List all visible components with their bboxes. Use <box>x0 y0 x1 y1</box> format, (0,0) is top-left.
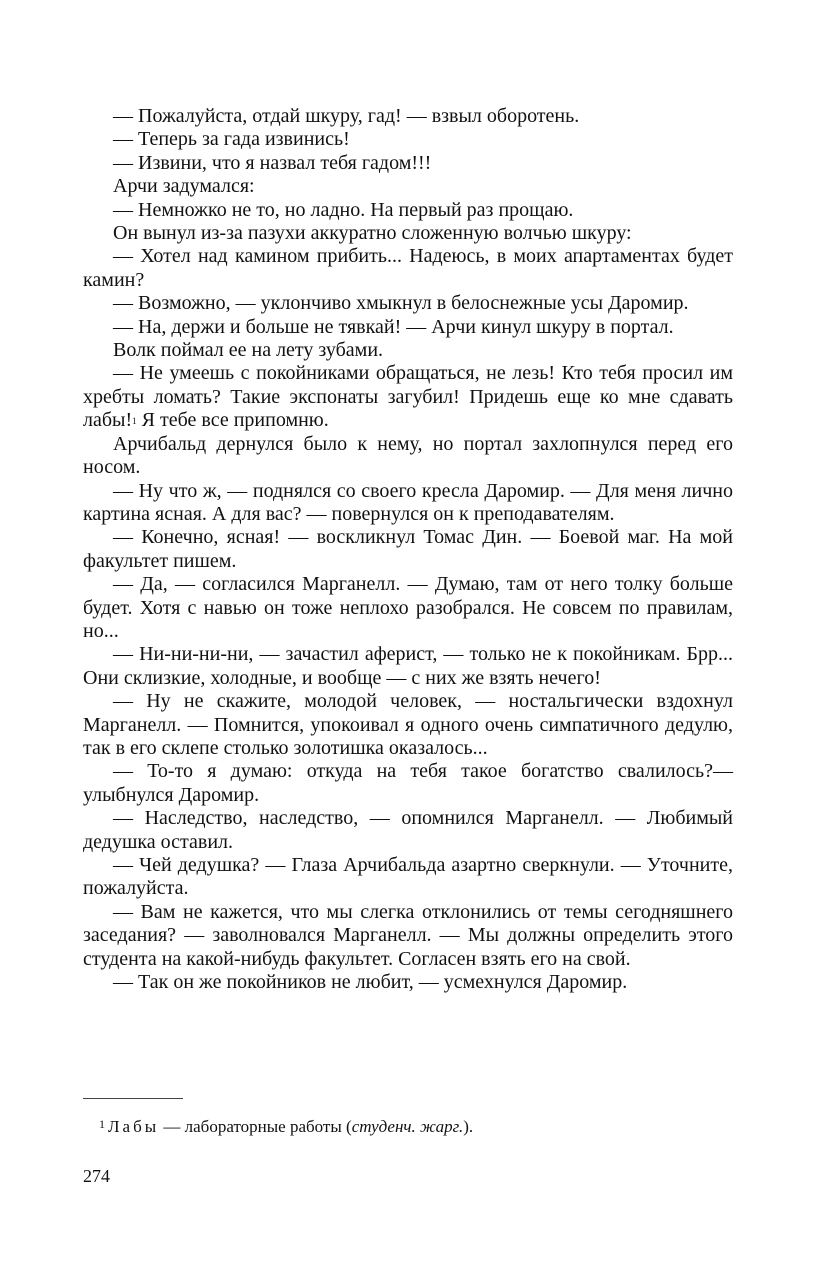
paragraph: — То-то я думаю: откуда на тебя такое богатство свалилось?— улыбнулся Даромир. <box>83 760 733 806</box>
paragraph: Арчибальд дернулся было к нему, но портал захлопнулся перед его носом. <box>83 432 733 479</box>
paragraph: — Вам не кажется, что мы слегка отклонились от темы сегодняшнего заседания? — заволновался Марганелл. — Мы должны определить этого студента на какой-нибудь факультет. Согласен взять его на свой. <box>83 900 733 970</box>
paragraph: — Возможно, — уклончиво хмыкнул в белоснежные усы Даромир. <box>113 292 689 315</box>
paragraph-text: Я тебе все припомню. <box>136 409 329 432</box>
footnote-text: — лабораторные работы ( <box>159 1117 352 1136</box>
paragraph: — Немножко не то, но ладно. На первый раз прощаю. <box>113 198 574 221</box>
footnote-note: студенч. жарг. <box>351 1117 464 1136</box>
paragraph-with-footnote-ref <box>83 362 733 432</box>
page-number: 274 <box>83 1166 110 1186</box>
footnote-close: ). <box>463 1117 474 1136</box>
paragraph: Волк поймал ее на лету зубами. <box>113 339 384 362</box>
paragraph: — Ну не скажите, молодой человек, — ностальгически вздохнул Марганелл. — Помнится, упокоивал я одного очень симпатичного дедулю, так в его склепе столько золотишка оказалось... <box>83 690 733 759</box>
paragraph: — Извини, что я назвал тебя гадом!!! <box>113 151 432 174</box>
paragraph: — Наследство, наследство, — опомнился Марганелл. — Любимый дедушка оставил. <box>83 807 733 853</box>
paragraph: — Конечно, ясная! — воскликнул Томас Дин. — Боевой маг. На мой факультет пишем. <box>83 526 733 572</box>
footnote-divider <box>83 1098 183 1099</box>
paragraph: Арчи задумался: <box>113 175 255 198</box>
paragraph: — Да, — согласился Марганелл. — Думаю, там от него толку больше будет. Хотя с навью он тоже неплохо разобрался. Не совсем по правилам, но... <box>83 573 733 642</box>
paragraph-text: — Не умеешь с покойниками обращаться, не лезь! Кто тебя просил им хребты ломать? Такие экспонаты загубил! Придешь еще ко мне сдавать лабы! <box>83 362 733 432</box>
paragraph: — Ну что ж, — поднялся со своего кресла Даромир. — Для меня лично картина ясная. А для вас? — повернулся он к преподавателям. <box>83 479 733 525</box>
paragraph: — Пожалуйста, отдай шкуру, гад! — взвыл оборотень. <box>113 105 580 127</box>
paragraph: — Ни-ни-ни-ни, — зачастил аферист, — только не к покойникам. Брр... Они склизкие, холодные, и вообще — с них же взять нечего! <box>83 643 733 689</box>
paragraph: — Чей дедушка? — Глаза Арчибальда азартно сверкнули. — Уточните, пожалуйста. <box>83 854 733 900</box>
footnote <box>99 1116 719 1138</box>
footnote-reference: 1 <box>132 416 137 427</box>
paragraph: — Хотел над камином прибить... Надеюсь, в моих апартаментах будет камин? <box>83 245 733 291</box>
footnote-term: Лабы <box>108 1117 160 1136</box>
paragraph: — Теперь за гада извинись! <box>113 128 350 151</box>
footnote-marker: 1 <box>99 1117 105 1131</box>
paragraph: — Так он же покойников не любит, — усмехнулся Даромир. <box>113 971 628 994</box>
paragraph: Он вынул из-за пазухи аккуратно сложенную волчью шкуру: <box>113 222 632 245</box>
paragraph: — На, держи и больше не тявкай! — Арчи кинул шкуру в портал. <box>113 315 674 338</box>
main-text <box>83 105 733 994</box>
